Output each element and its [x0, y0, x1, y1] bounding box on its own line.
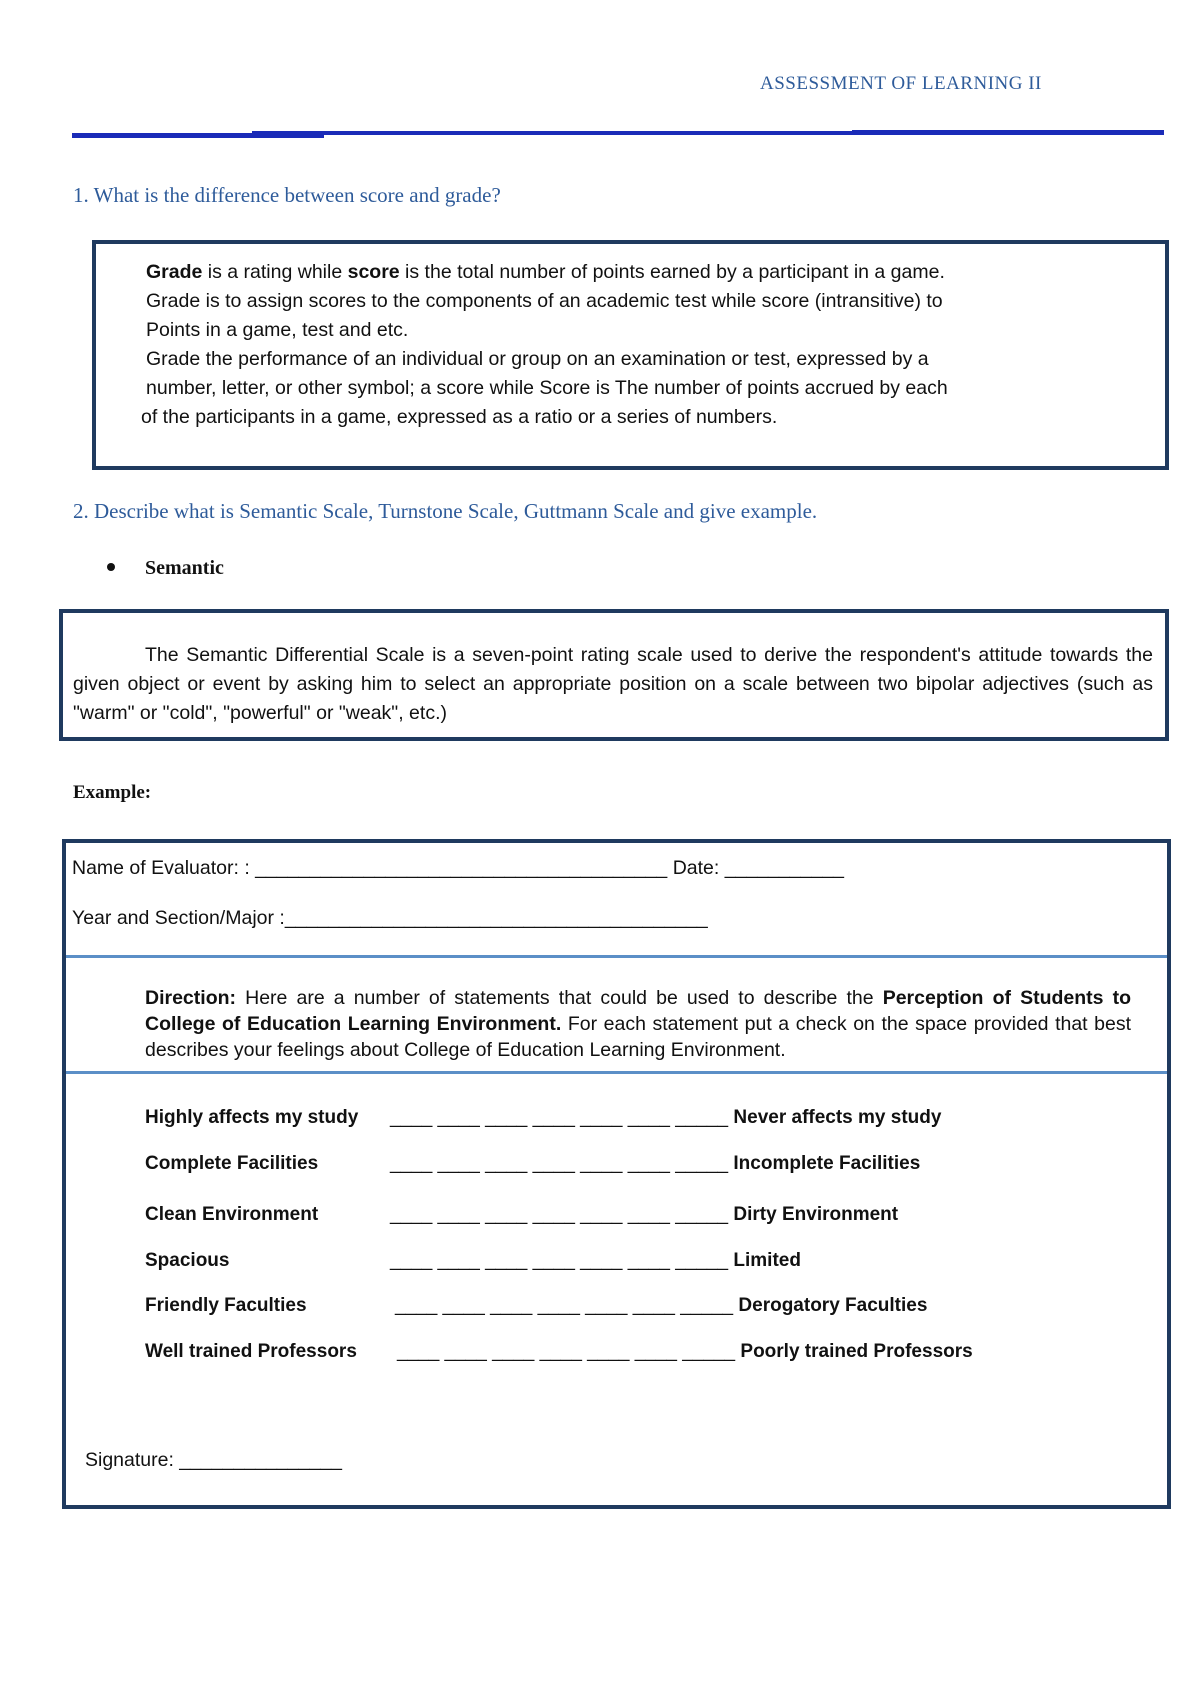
signature-field[interactable]: Signature: _______________	[85, 1449, 342, 1471]
header-title: ASSESSMENT OF LEARNING II	[760, 73, 1042, 94]
answer-box-1	[92, 240, 1169, 470]
rating-blanks[interactable]: ____ ____ ____ ____ ____ ____ _____	[395, 1295, 734, 1316]
question-1: 1. What is the difference between score and grade?	[73, 183, 501, 207]
year-section-field[interactable]: Year and Section/Major :_______________________________________	[72, 907, 708, 929]
header-rule	[252, 131, 862, 135]
definition-box	[59, 609, 1169, 741]
question-2: 2. Describe what is Semantic Scale, Turnstone Scale, Guttmann Scale and give example.	[73, 499, 818, 523]
rating-blanks[interactable]: ____ ____ ____ ____ ____ ____ _____	[390, 1250, 729, 1271]
answer-line: number, letter, or other symbol; a score while Score is The number of points accrued by each	[146, 377, 948, 399]
scale-row: Clean Environment ____ ____ ____ ____ ____ ____ _____ Dirty Environment	[145, 1204, 899, 1225]
example-label: Example:	[73, 782, 152, 803]
divider	[66, 955, 1167, 958]
rating-blanks[interactable]: ____ ____ ____ ____ ____ ____ _____	[390, 1204, 729, 1225]
rating-blanks[interactable]: ____ ____ ____ ____ ____ ____ _____	[390, 1107, 729, 1128]
answer-line: of the participants in a game, expressed as a ratio or a series of numbers.	[141, 406, 778, 428]
answer-line: Grade is to assign scores to the components of an academic test while score (intransitive) to	[146, 290, 943, 312]
scale-row: Spacious ____ ____ ____ ____ ____ ____ _____ Limited	[145, 1250, 801, 1271]
scale-row: Highly affects my study ____ ____ ____ ____ ____ ____ _____ Never affects my study	[145, 1107, 942, 1128]
direction-text: Direction: Here are a number of statements that could be used to describe the Perception of Students to College of Education Learning Environment. For each statement put a check on the space provided that best describes your feelings about College of Education Learning Environment.	[145, 987, 1132, 1061]
scale-row: Complete Facilities ____ ____ ____ ____ ____ ____ _____ Incomplete Facilities	[145, 1153, 921, 1174]
rating-blanks[interactable]: ____ ____ ____ ____ ____ ____ _____	[390, 1153, 729, 1174]
divider	[66, 1071, 1167, 1074]
answer-line: Grade is a rating while score is the total number of points earned by a participant in a game.	[146, 261, 945, 283]
header-rule	[852, 130, 1164, 135]
bullet-item: Semantic	[107, 557, 224, 580]
scale-row: Well trained Professors ____ ____ ____ ____ ____ ____ _____ Poorly trained Professors	[145, 1341, 973, 1362]
answer-line: Points in a game, test and etc.	[146, 319, 409, 341]
rating-blanks[interactable]: ____ ____ ____ ____ ____ ____ _____	[397, 1341, 736, 1362]
bullet-icon	[107, 563, 115, 571]
scale-row: Friendly Faculties ____ ____ ____ ____ ____ ____ _____ Derogatory Faculties	[145, 1295, 928, 1316]
definition-text: The Semantic Differential Scale is a seven-point rating scale used to derive the respondent's attitude towards the given object or event by asking him to select an appropriate position on a scale between two bipolar adjectives (such as "warm" or "cold", "powerful" or "weak", etc.)	[73, 644, 1153, 724]
answer-line: Grade the performance of an individual or group on an examination or test, expressed by a	[146, 348, 929, 370]
evaluator-field[interactable]: Name of Evaluator: : ______________________________________ Date: ___________	[72, 857, 845, 879]
